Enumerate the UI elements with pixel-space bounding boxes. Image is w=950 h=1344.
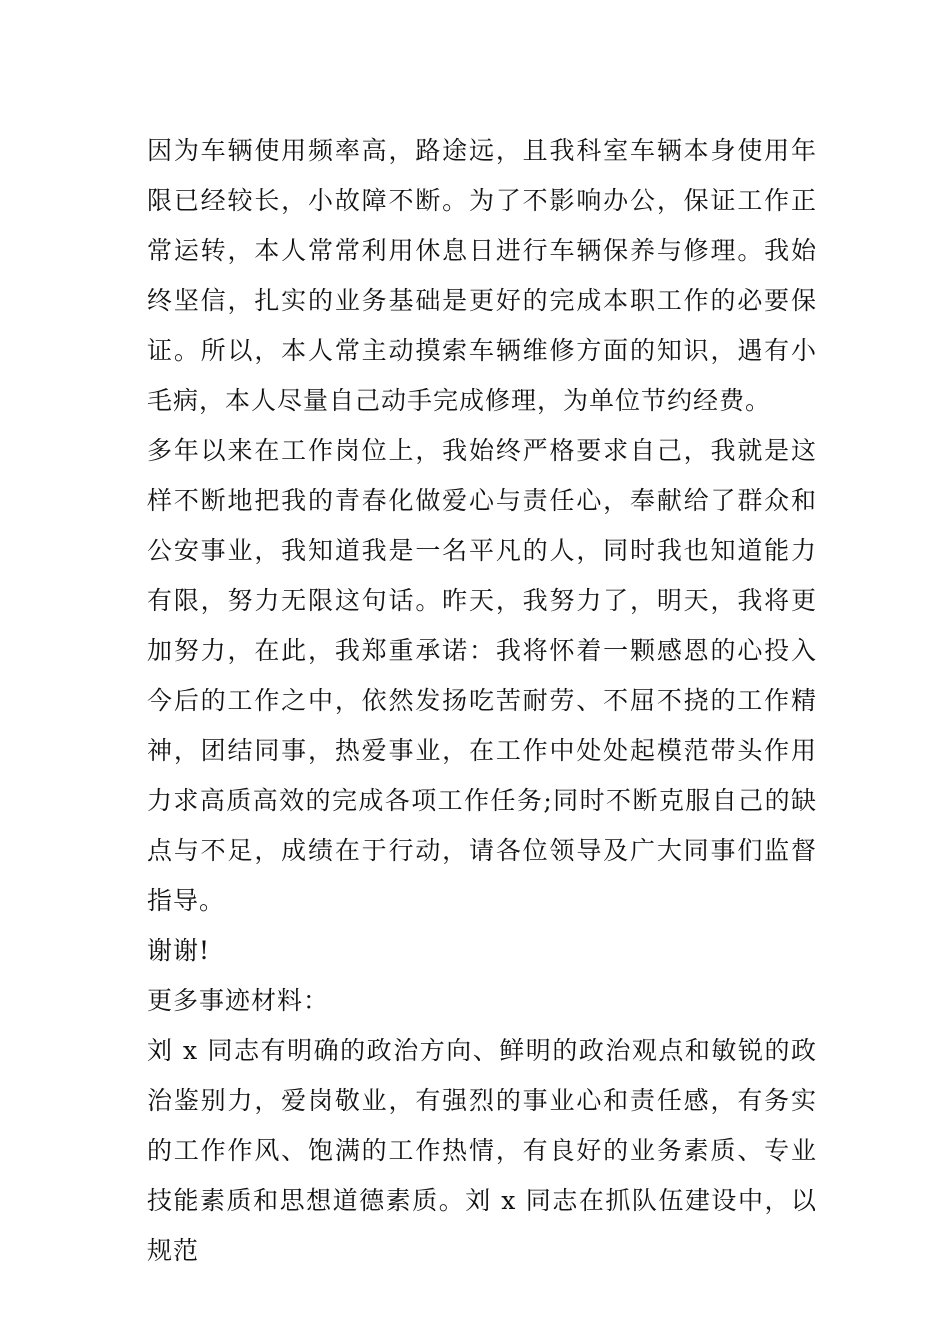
paragraph-comrade-liu: 刘 x 同志有明确的政治方向、鲜明的政治观点和敏锐的政治鉴别力，爱岗敬业，有强烈的事业心和责任感，有务实的工作作风、饱满的工作热情，有良好的业务素质、专业技能素质和思想道德素质。刘 x 同志在抓队伍建设中，以规范 [147,1036,817,1265]
paragraph-more-materials-heading: 更多事迹材料： [147,986,330,1015]
document-body [147,126,817,1276]
paragraph-work-commitment: 多年以来在工作岗位上，我始终严格要求自己，我就是这样不断地把我的青春化做爱心与责任心，奉献给了群众和公安事业，我知道我是一名平凡的人，同时我也知道能力有限，努力无限这句话。昨天，我努力了，明天，我将更加努力，在此，我郑重承诺：我将怀着一颗感恩的心投入今后的工作之中，依然发扬吃苦耐劳、不屈不挠的工作精神，团结同事，热爱事业，在工作中处处起模范带头作用力求高质高效的完成各项工作任务;同时不断克服自己的缺点与不足，成绩在于行动，请各位领导及广大同事们监督指导。 [147,436,817,915]
paragraph-vehicle-maintenance: 因为车辆使用频率高，路途远，且我科室车辆本身使用年限已经较长，小故障不断。为了不影响办公，保证工作正常运转，本人常常利用休息日进行车辆保养与修理。我始终坚信，扎实的业务基础是更好的完成本职工作的必要保证。所以，本人常主动摸索车辆维修方面的知识，遇有小毛病，本人尽量自己动手完成修理，为单位节约经费。 [147,136,817,415]
paragraph-thanks: 谢谢! [147,936,211,965]
